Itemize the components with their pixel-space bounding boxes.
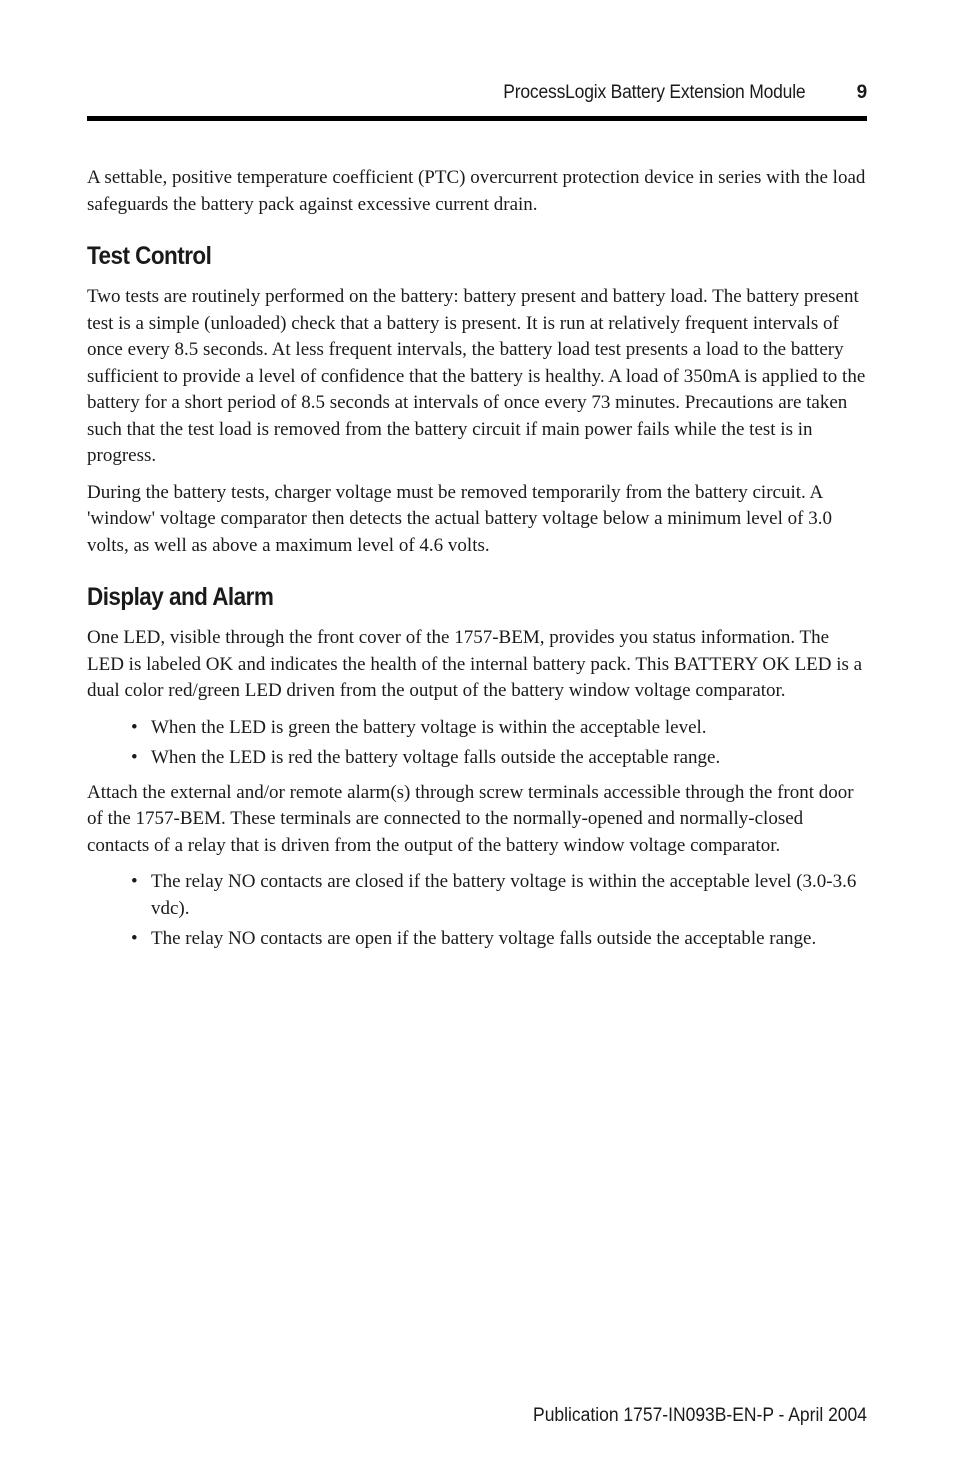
header-rule (87, 116, 867, 121)
section-heading-display-alarm: Display and Alarm (87, 583, 274, 611)
intro-paragraph: A settable, positive temperature coefficient (PTC) overcurrent protection device in series with the load safeguards the battery pack against excessive current drain. (87, 167, 866, 215)
list-item (131, 745, 867, 772)
running-header (87, 80, 867, 110)
list-item-text: The relay NO contacts are closed if the battery voltage is within the acceptable level (3.0-3.6 vdc). (151, 871, 857, 919)
list-item-text: When the LED is red the battery voltage falls outside the acceptable range. (151, 747, 721, 768)
display-alarm-paragraph: One LED, visible through the front cover of the 1757-BEM, provides you status information. The LED is labeled OK and indicates the health of the internal battery pack. This BATTERY OK LED is a dual color red/green LED driven from the output of the battery window voltage comparator. (87, 627, 863, 701)
section-heading-test-control: Test Control (87, 242, 212, 270)
page-body (87, 165, 867, 961)
display-alarm-paragraph: Attach the external and/or remote alarm(s) through screw terminals accessible through the front door of the 1757-BEM. These terminals are connected to the normally-opened and normally-closed contacts of a relay that is driven from the output of the battery window voltage comparator. (87, 781, 854, 856)
list-item (131, 926, 867, 953)
bullet-icon: • (131, 747, 138, 768)
bullet-icon: • (131, 716, 138, 738)
list-item-text: The relay NO contacts are open if the battery voltage falls outside the acceptable range. (151, 928, 817, 949)
list-item (131, 715, 867, 742)
led-status-list (87, 715, 867, 772)
bullet-icon: • (131, 928, 138, 949)
relay-contacts-list (87, 869, 867, 953)
publication-footer: Publication 1757-IN093B-EN-P - April 2004 (533, 1405, 867, 1426)
page-number: 9 (856, 82, 867, 103)
header-title: ProcessLogix Battery Extension Module (502, 82, 805, 103)
test-control-paragraph: During the battery tests, charger voltage must be removed temporarily from the battery circuit. A 'window' voltage comparator then detects the actual battery voltage below a minimum level of 3.0 volts, as well as above a maximum level of 4.6 volts. (87, 481, 832, 556)
list-item-text: When the LED is green the battery voltage is within the acceptable level. (151, 716, 707, 738)
list-item (131, 869, 867, 922)
test-control-paragraph: Two tests are routinely performed on the battery: battery present and battery load. The battery present test is a simple (unloaded) check that a battery is present. It is run at relatively frequent intervals of once every 8.5 seconds. At less frequent intervals, the battery load test presents a load to the battery sufficient to provide a level of confidence that the battery is healthy. A load of 350mA is applied to the battery for a short period of 8.5 seconds at intervals of once every 73 minutes. Precautions are taken such that the test load is removed from the battery circuit if main power fails while the test is in progress. (87, 286, 866, 466)
bullet-icon: • (131, 871, 138, 892)
